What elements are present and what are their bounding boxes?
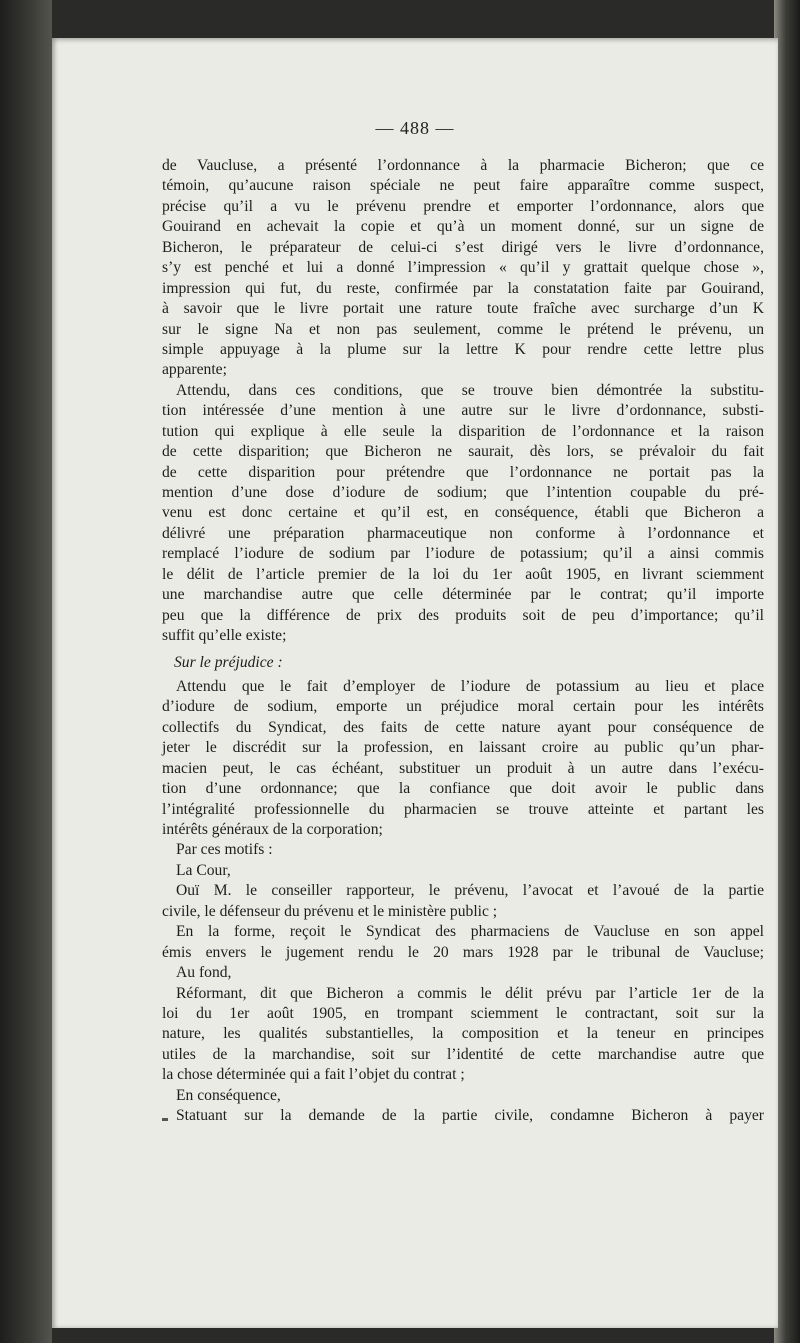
scan-edge-left bbox=[0, 0, 52, 1343]
text-line: délivré une préparation pharmaceutique non conforme à l’ordonnance et bbox=[162, 524, 764, 542]
text-line: tion d’une ordonnance; que la confiance que doit avoir le public dans bbox=[162, 780, 764, 798]
text-line: Ouï M. le conseiller rapporteur, le prévenu, l’avocat et l’avoué de la partie bbox=[176, 882, 764, 900]
text-line: apparente; bbox=[162, 361, 227, 379]
text-line: impression qui fut, du reste, confirmée par la constatation faite par Gouirand, bbox=[162, 279, 764, 297]
text-line: mention d’une dose d’iodure de sodium; que l’intention coupable du pré- bbox=[162, 484, 764, 501]
text-line: jeter le discrédit sur la profession, en laissant croire au public qu’un phar- bbox=[162, 739, 764, 757]
text-line: simple appuyage à la plume sur la lettre K pour rendre cette lettre plus bbox=[162, 340, 764, 358]
text-line: Attendu, dans ces conditions, que se trouve bien démontrée la substitu- bbox=[176, 381, 764, 399]
text-line: loi du 1er août 1905, en trompant sciemment le contractant, soit sur la bbox=[162, 1004, 764, 1022]
text-line: le délit de l’article premier de la loi du 1er août 1905, en livrant sciemment bbox=[162, 565, 764, 583]
text-line: la chose déterminée qui a fait l’objet du contrat ; bbox=[162, 1066, 465, 1084]
text-line: En conséquence, bbox=[176, 1086, 281, 1104]
text-line: de cette disparition; que Bicheron ne saurait, dès lors, se prévaloir du fait bbox=[162, 443, 764, 461]
text-line: Gouirand en achevait la copie et qu’à un moment donné, sur un signe de bbox=[162, 218, 764, 236]
text-line: tution qui explique à elle seule la disparition de l’ordonnance et la raison bbox=[162, 422, 764, 440]
text-line: En la forme, reçoit le Syndicat des pharmaciens de Vaucluse en son appel bbox=[176, 923, 764, 941]
text-line: Réformant, dit que Bicheron a commis le délit prévu par l’article 1er de la bbox=[176, 984, 764, 1002]
text-line: suffit qu’elle existe; bbox=[162, 627, 287, 645]
text-line: à savoir que le livre portait une rature toute fraîche avec surcharge d’un K bbox=[162, 300, 764, 318]
text-line: une marchandise autre que celle déterminée par le contrat; qu’il importe bbox=[162, 586, 764, 604]
text-line: l’intégralité professionnelle du pharmacien se trouve atteinte et partant les bbox=[162, 800, 764, 818]
text-line: Au fond, bbox=[176, 964, 232, 982]
page-number: — 488 — bbox=[375, 118, 455, 138]
section-heading: Sur le préjudice : bbox=[174, 653, 283, 671]
text-line: Statuant sur la demande de la partie civile, condamne Bicheron à payer bbox=[176, 1107, 764, 1125]
text-line: nature, les qualités substantielles, la composition et la teneur en principes bbox=[162, 1025, 764, 1043]
text-line: macien peut, le cas échéant, substituer un produit à un autre dans l’exécu- bbox=[162, 759, 764, 777]
text-line: La Cour, bbox=[176, 861, 231, 879]
text-line: peu que la différence de prix des produits soit de peu d’importance; qu’il bbox=[162, 606, 764, 624]
text-line: sur le signe Na et non pas seulement, comme le prétend le prévenu, un bbox=[162, 320, 764, 338]
text-line: Bicheron, le préparateur de celui-ci s’est dirigé vers le livre d’ordonnance, bbox=[162, 238, 764, 256]
text-line: civile, le défenseur du prévenu et le ministère public ; bbox=[162, 902, 498, 920]
text-line: témoin, qu’aucune raison spéciale ne peut faire apparaître comme suspect, bbox=[162, 177, 764, 195]
text-line: Attendu que le fait d’employer de l’iodure de potassium au lieu et place bbox=[176, 677, 764, 695]
text-line: émis envers le jugement rendu le 20 mars 1928 par le tribunal de Vaucluse; bbox=[162, 943, 764, 961]
text-line: tion intéressée d’une mention à une autre sur le livre d’ordonnance, substi- bbox=[162, 402, 764, 420]
body-text bbox=[162, 156, 764, 1127]
text-line: s’y est penché et lui a donné l’impression « qu’il y grattait quelque chose », bbox=[162, 259, 764, 277]
text-line: venu est donc certaine et qu’il est, en conséquence, établi que Bicheron a bbox=[162, 504, 764, 522]
text-line: Par ces motifs : bbox=[176, 841, 273, 859]
text-line: utiles de la marchandise, soit sur l’identité de cette marchandise autre que bbox=[162, 1045, 764, 1063]
printer-mark bbox=[162, 1118, 168, 1121]
document-page bbox=[52, 38, 778, 1328]
text-line: précise qu’il a vu le prévenu prendre et emporter l’ordonnance, alors que bbox=[162, 197, 764, 215]
text-line: collectifs du Syndicat, des faits de cette nature ayant pour conséquence de bbox=[162, 718, 764, 736]
text-line: d’iodure de sodium, emporte un préjudice moral certain pour les intérêts bbox=[162, 698, 764, 716]
text-line: intérêts généraux de la corporation; bbox=[162, 821, 383, 838]
text-line: de cette disparition pour prétendre que l’ordonnance ne portait pas la bbox=[162, 463, 764, 481]
text-line: remplacé l’iodure de sodium par l’iodure de potassium; qu’il a ainsi commis bbox=[162, 545, 764, 563]
text-line: de Vaucluse, a présenté l’ordonnance à la pharmacie Bicheron; que ce bbox=[162, 157, 764, 174]
